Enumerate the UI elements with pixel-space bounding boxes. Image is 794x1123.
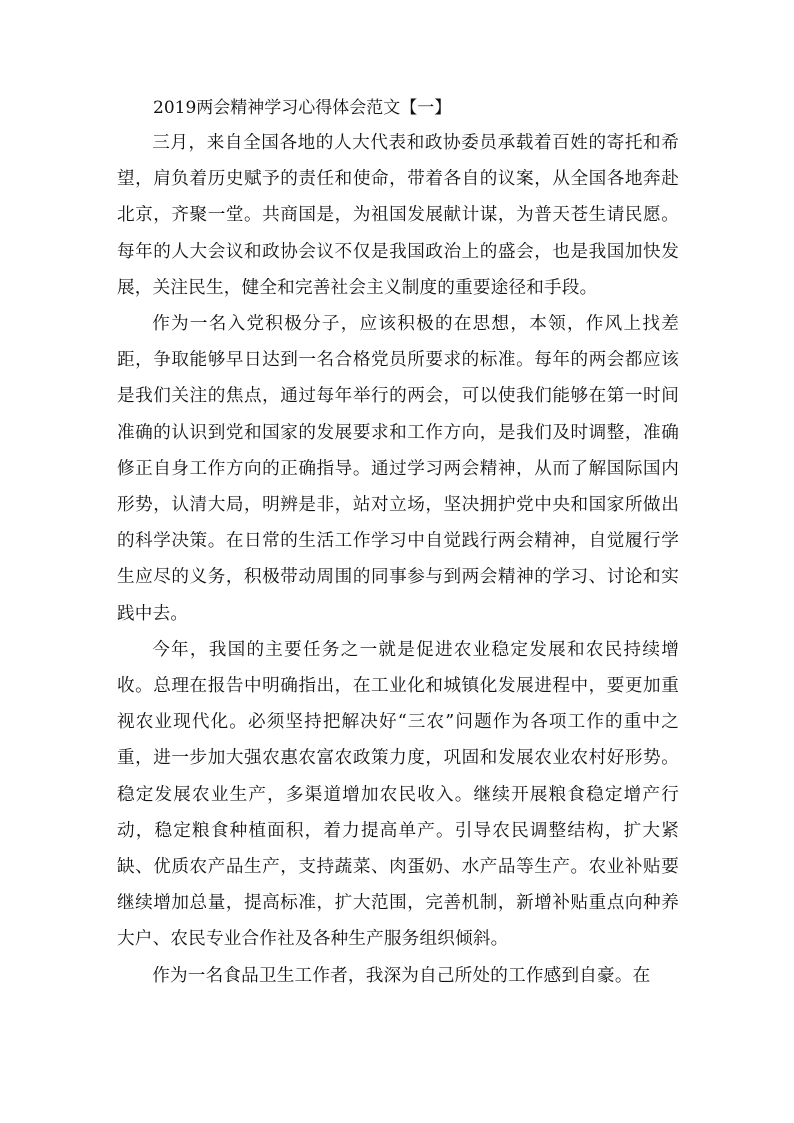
- document-page: [117, 91, 679, 994]
- paragraph-2: 作为一名入党积极分子，应该积极的在思想，本领，作风上找差距，争取能够早日达到一名合格党员所要求的标准。每年的两会都应该是我们关注的焦点，通过每年举行的两会，可以使我们能够在第一时间准确的认识到党和国家的发展要求和工作方向，是我们及时调整，准确修正自身工作方向的正确指导。通过学习两会精神，从而了解国际国内形势，认清大局，明辨是非，站对立场，坚决拥护党中央和国家所做出的科学决策。在日常的生活工作学习中自觉践行两会精神，自觉履行学生应尽的义务，积极带动周围的同事参与到两会精神的学习、讨论和实践中去。: [117, 314, 679, 624]
- paragraph-4: 作为一名食品卫生工作者，我深为自己所处的工作感到自豪。在: [152, 965, 651, 986]
- paragraph-1: 三月，来自全国各地的人大代表和政协委员承载着百姓的寄托和希望，肩负着历史赋予的责任和使命，带着各自的议案，从全国各地奔赴北京，齐聚一堂。共商国是，为祖国发展献计谋，为普天苍生请民愿。每年的人大会议和政协会议不仅是我国政治上的盛会，也是我国加快发展，关注民生，健全和完善社会主义制度的重要途径和手段。: [117, 133, 679, 298]
- document-title: 2019两会精神学习心得体会范文【一】: [153, 98, 452, 118]
- paragraph-3: 今年，我国的主要任务之一就是促进农业稳定发展和农民持续增收。总理在报告中明确指出，在工业化和城镇化发展进程中，要更加重视农业现代化。必须坚持把解决好“三农”问题作为各项工作的重中之重，进一步加大强农惠农富农政策力度，巩固和发展农业农村好形势。稳定发展农业生产，多渠道增加农民收入。继续开展粮食稳定增产行动，稳定粮食种植面积，着力提高单产。引导农民调整结构，扩大紧缺、优质农产品生产，支持蔬菜、肉蛋奶、水产品等生产。农业补贴要继续增加总量，提高标准，扩大范围，完善机制，新增补贴重点向种养大户、农民专业合作社及各种生产服务组织倾斜。: [117, 639, 679, 950]
